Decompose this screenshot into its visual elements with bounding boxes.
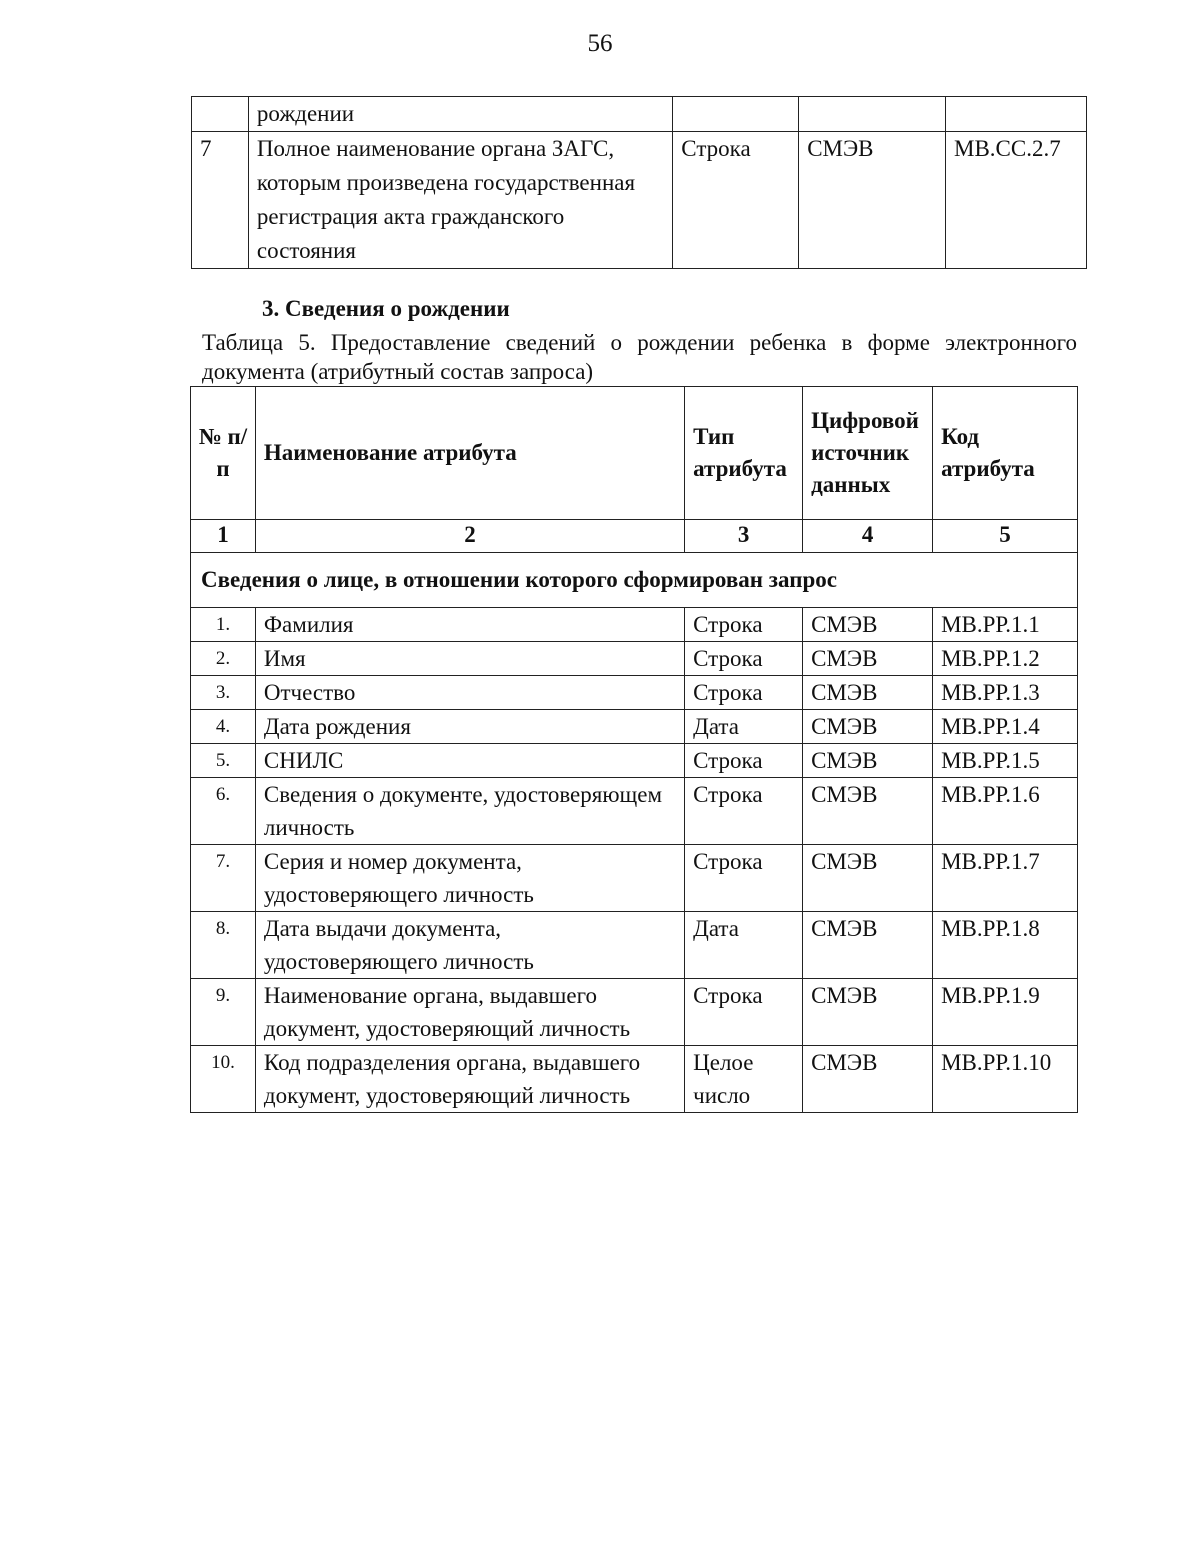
row-number: [192, 97, 249, 132]
row-number: 9.: [191, 979, 256, 1046]
attribute-code: МВ.СС.2.7: [946, 132, 1087, 269]
data-source: СМЭВ: [803, 608, 933, 642]
table-row: [191, 979, 1078, 1046]
attribute-name: СНИЛС: [255, 744, 684, 778]
column-number-row: [191, 520, 1078, 553]
attribute-type: Строка: [685, 744, 803, 778]
row-number: 5.: [191, 744, 256, 778]
table-row: [191, 778, 1078, 845]
attribute-code: [946, 97, 1087, 132]
column-number: 2: [255, 520, 684, 553]
header-code: Код атрибута: [933, 387, 1078, 520]
continuation-table: [191, 96, 1087, 269]
row-number: 10.: [191, 1046, 256, 1113]
header-source: Цифровой источник данных: [803, 387, 933, 520]
attribute-name: рождении: [248, 97, 672, 132]
section-row: [191, 553, 1078, 608]
attribute-name: Дата рождения: [255, 710, 684, 744]
column-number: 4: [803, 520, 933, 553]
row-number: 4.: [191, 710, 256, 744]
section-heading: 3. Сведения о рождении: [262, 296, 510, 321]
attribute-code: МВ.РР.1.9: [933, 979, 1078, 1046]
data-source: [799, 97, 946, 132]
attribute-type: Строка: [685, 608, 803, 642]
attribute-type: Строка: [685, 979, 803, 1046]
data-source: СМЭВ: [803, 979, 933, 1046]
page-number: 56: [587, 30, 613, 57]
attribute-type: Строка: [685, 845, 803, 912]
column-number: 5: [933, 520, 1078, 553]
attribute-code: МВ.РР.1.1: [933, 608, 1078, 642]
table-row: [192, 97, 1087, 132]
attribute-name: Фамилия: [255, 608, 684, 642]
data-source: СМЭВ: [803, 710, 933, 744]
row-number: 7: [192, 132, 249, 269]
attribute-code: МВ.РР.1.3: [933, 676, 1078, 710]
table-row: [191, 744, 1078, 778]
attribute-name: Наименование органа, выдавшего документ, удостоверяющий личность: [255, 979, 684, 1046]
attribute-type: [673, 97, 799, 132]
table-row: [192, 132, 1087, 269]
attribute-type: Строка: [673, 132, 799, 269]
section-row-label: Сведения о лице, в отношении которого сформирован запрос: [191, 553, 1078, 608]
table-row: [191, 710, 1078, 744]
attribute-type: Целое число: [685, 1046, 803, 1113]
data-source: СМЭВ: [803, 912, 933, 979]
table-row: [191, 845, 1078, 912]
row-number: 2.: [191, 642, 256, 676]
header-type: Тип атрибута: [685, 387, 803, 520]
attribute-type: Строка: [685, 642, 803, 676]
row-number: 7.: [191, 845, 256, 912]
data-source: СМЭВ: [803, 744, 933, 778]
data-source: СМЭВ: [803, 676, 933, 710]
attribute-type: Строка: [685, 676, 803, 710]
data-source: СМЭВ: [803, 642, 933, 676]
table-caption: Таблица 5. Предоставление сведений о рождении ребенка в форме электронного документа (атрибутный состав запроса): [202, 330, 1077, 384]
row-number: 6.: [191, 778, 256, 845]
data-source: СМЭВ: [803, 778, 933, 845]
attribute-type: Дата: [685, 710, 803, 744]
attribute-code: МВ.РР.1.4: [933, 710, 1078, 744]
table-row: [191, 676, 1078, 710]
attribute-name: Имя: [255, 642, 684, 676]
header-num: № п/п: [191, 387, 256, 520]
row-number: 1.: [191, 608, 256, 642]
data-source: СМЭВ: [803, 845, 933, 912]
data-source: СМЭВ: [799, 132, 946, 269]
attribute-code: МВ.РР.1.10: [933, 1046, 1078, 1113]
attribute-code: МВ.РР.1.5: [933, 744, 1078, 778]
column-number: 1: [191, 520, 256, 553]
attribute-name: Код подразделения органа, выдавшего документ, удостоверяющий личность: [255, 1046, 684, 1113]
attribute-name: Дата выдачи документа, удостоверяющего личность: [255, 912, 684, 979]
attribute-code: МВ.РР.1.6: [933, 778, 1078, 845]
attribute-name: Сведения о документе, удостоверяющем личность: [255, 778, 684, 845]
table-row: [191, 608, 1078, 642]
table-row: [191, 642, 1078, 676]
attributes-table: [190, 386, 1078, 1113]
header-name: Наименование атрибута: [255, 387, 684, 520]
attribute-code: МВ.РР.1.2: [933, 642, 1078, 676]
attribute-name: Серия и номер документа, удостоверяющего личность: [255, 845, 684, 912]
attribute-name: Полное наименование органа ЗАГС, которым произведена государственная регистрация акта гражданского состояния: [248, 132, 672, 269]
table-row: [191, 1046, 1078, 1113]
attribute-code: МВ.РР.1.7: [933, 845, 1078, 912]
row-number: 8.: [191, 912, 256, 979]
attribute-type: Строка: [685, 778, 803, 845]
table-header-row: [191, 387, 1078, 520]
table-row: [191, 912, 1078, 979]
attribute-name: Отчество: [255, 676, 684, 710]
column-number: 3: [685, 520, 803, 553]
attribute-type: Дата: [685, 912, 803, 979]
data-source: СМЭВ: [803, 1046, 933, 1113]
attribute-code: МВ.РР.1.8: [933, 912, 1078, 979]
row-number: 3.: [191, 676, 256, 710]
